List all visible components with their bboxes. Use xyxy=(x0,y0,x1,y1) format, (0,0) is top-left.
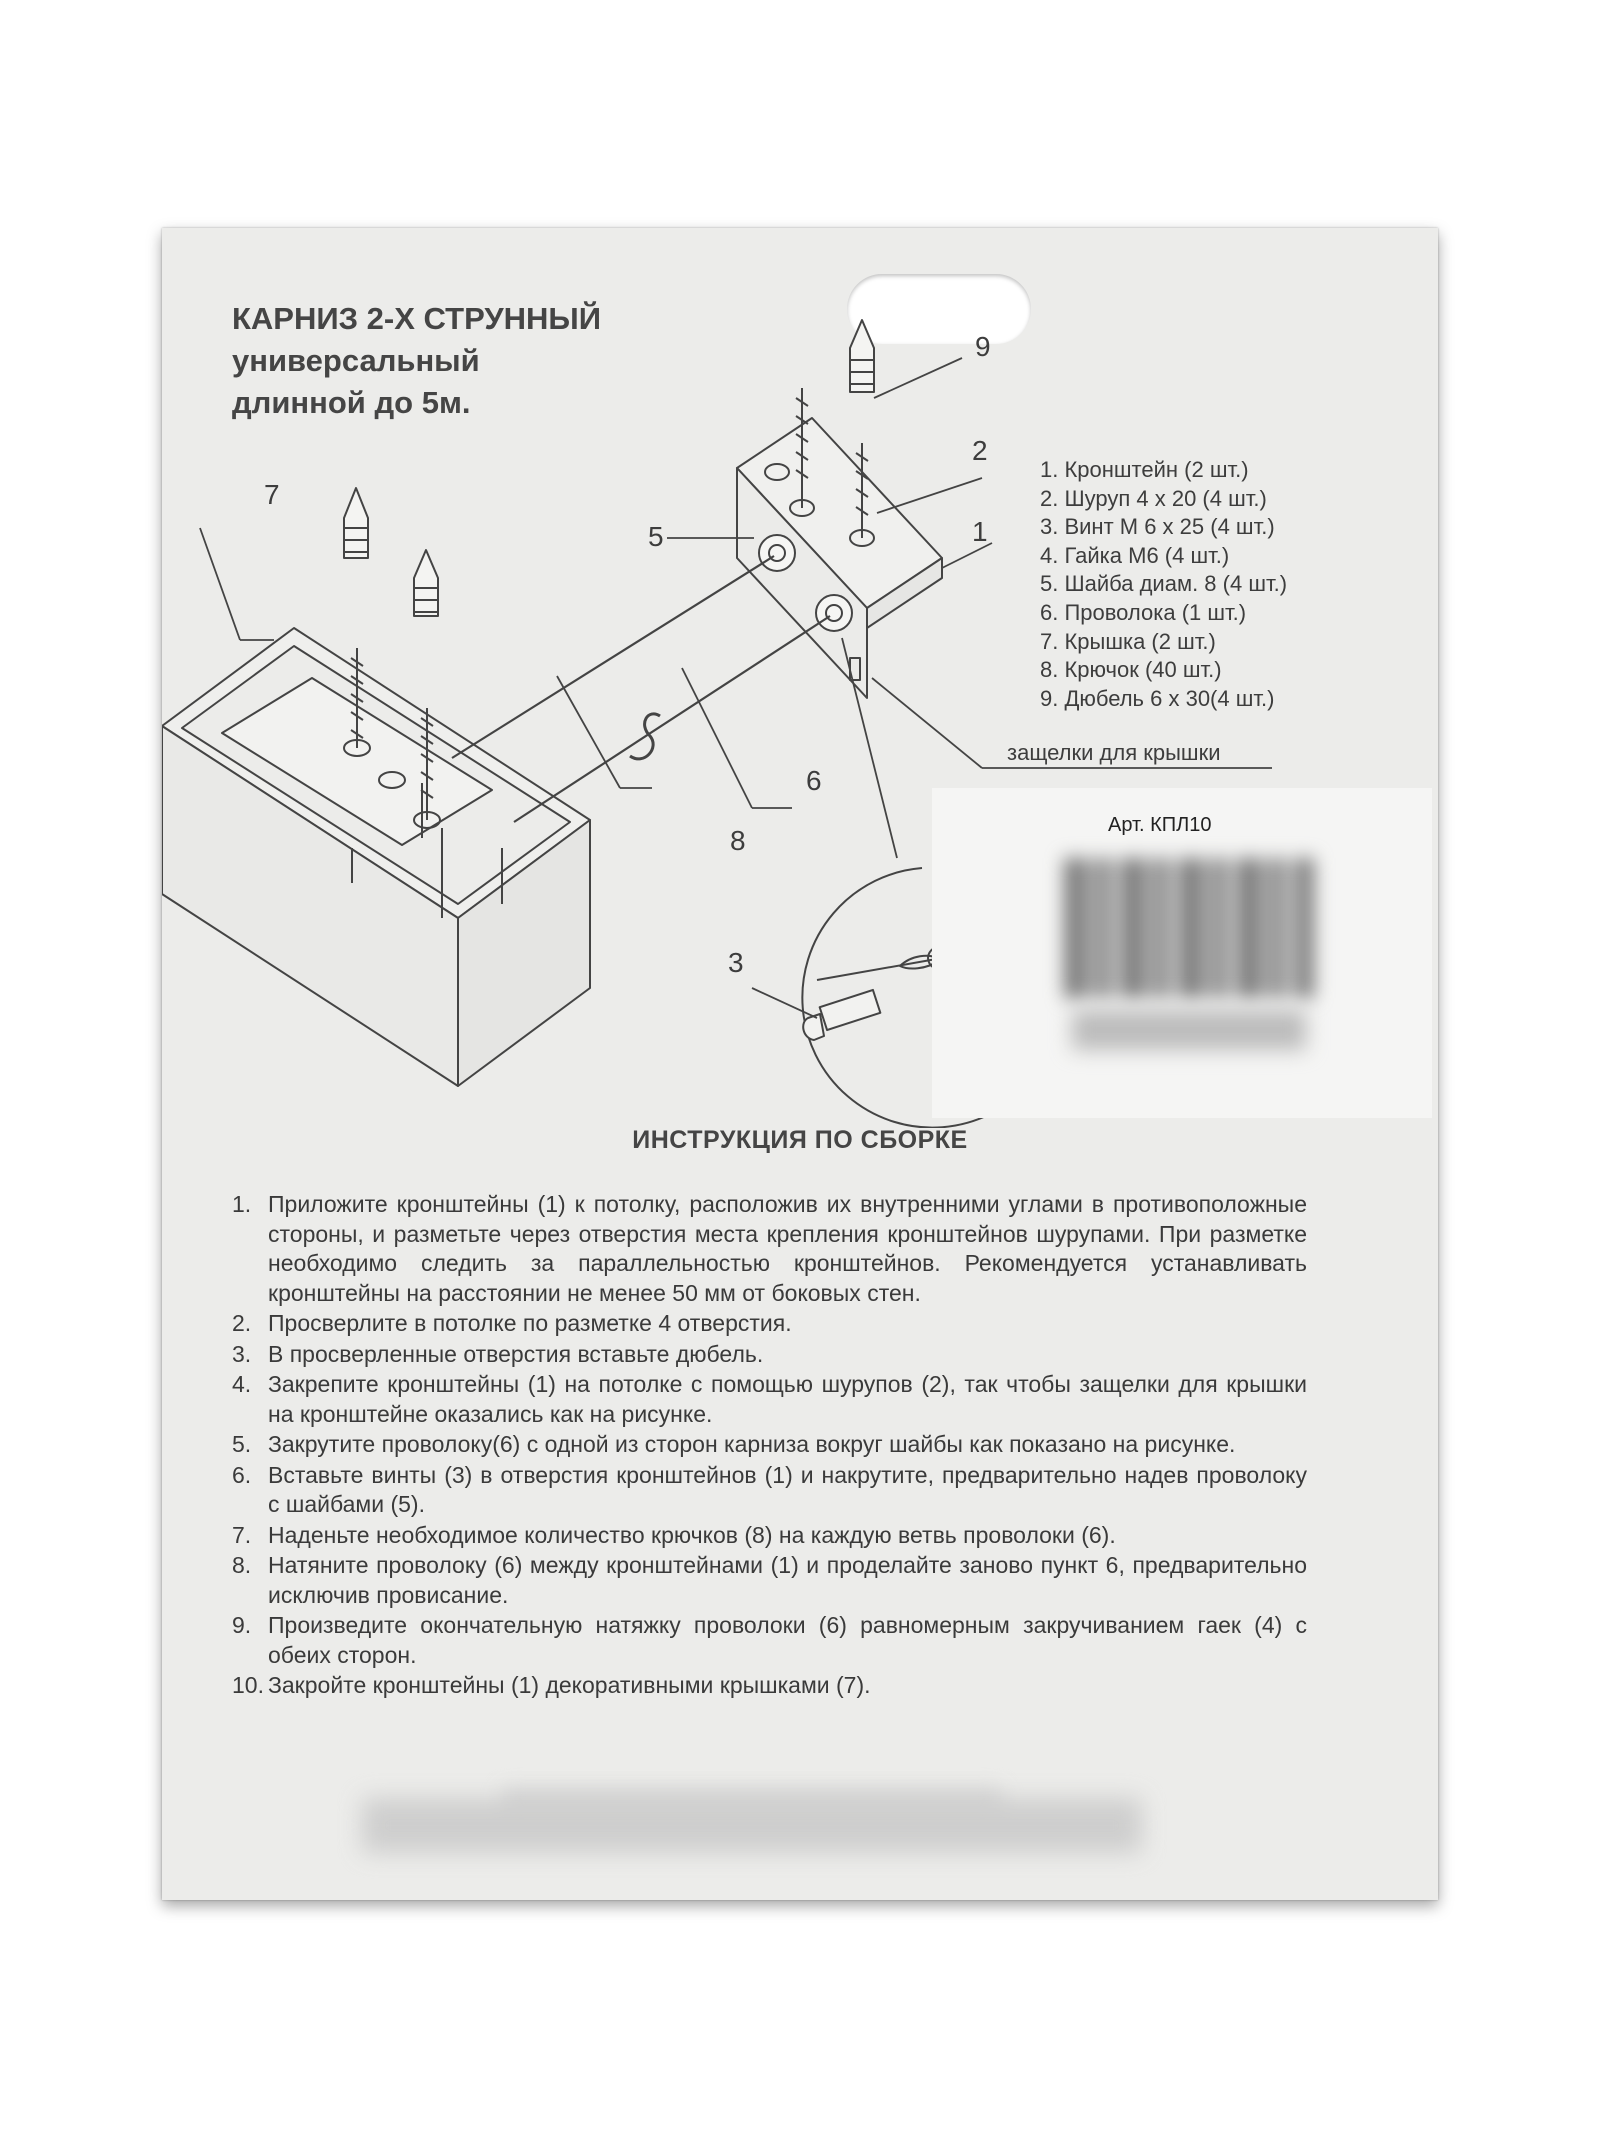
barcode-digits-blurred xyxy=(1072,1010,1306,1050)
article-number: Арт. КПЛ10 xyxy=(1108,814,1212,836)
part-item: 6. Проволока (1 шт.) xyxy=(1040,599,1247,625)
title-line-1: КАРНИЗ 2-Х СТРУННЫЙ xyxy=(232,301,602,336)
part-item: 5. Шайба диам. 8 (4 шт.) xyxy=(1040,571,1288,597)
callout-2: 2 xyxy=(972,435,988,466)
step-text: Закрутите проволоку(6) с одной из сторон карниза вокруг шайбы как показано на рисунке. xyxy=(268,1431,1236,1457)
parts-list xyxy=(1040,456,1287,713)
cover-dowels-drawing xyxy=(344,488,438,616)
cover-box-drawing xyxy=(162,628,590,1086)
step-text: Закройте кронштейны (1) декоративными крышками (7). xyxy=(268,1672,871,1698)
callout-5: 5 xyxy=(648,521,664,552)
instruction-step xyxy=(232,1671,1307,1701)
title-line-3: длинной до 5м. xyxy=(232,385,471,420)
step-number: 6. xyxy=(232,1461,252,1488)
dowel-drawing xyxy=(850,320,874,392)
part-item: 7. Крышка (2 шт.) xyxy=(1040,628,1216,654)
callout-6: 6 xyxy=(806,765,822,796)
instruction-step xyxy=(232,1521,1307,1551)
step-number: 4. xyxy=(232,1371,252,1397)
article-sticker xyxy=(932,788,1432,1118)
step-number: 1. xyxy=(232,1191,252,1217)
step-number: 3. xyxy=(232,1340,252,1367)
step-text: Просверлите в потолке по разметке 4 отверстия. xyxy=(268,1310,792,1336)
step-number: 10. xyxy=(232,1672,264,1698)
callout-9: 9 xyxy=(975,331,991,362)
part-item: 3. Винт М 6 х 25 (4 шт.) xyxy=(1040,514,1275,540)
part-item: 9. Дюбель 6 х 30(4 шт.) xyxy=(1040,685,1275,711)
step-text: Вставьте винты (3) в отверстия кронштейнов (1) и накрутите, предварительно надев проволоку с шайбами (5). xyxy=(268,1461,1307,1517)
barcode-blurred xyxy=(1064,858,1314,998)
instruction-step xyxy=(232,1370,1307,1429)
latch-label: защелки для крышки xyxy=(1007,740,1221,765)
part-item: 1. Кронштейн (2 шт.) xyxy=(1040,457,1249,482)
step-number: 8. xyxy=(232,1552,252,1578)
step-number: 7. xyxy=(232,1521,252,1548)
step-text: Приложите кронштейны (1) к потолку, расположив их внутренними углами в противоположные стороны, и разметьте через отверстия места крепления кронштейнов шурупами. При разметке необходимо следить за параллельностью кронштейнов. Рекомендуется устанавливать кронштейны на расстоянии не менее 50 мм от боковых стен. xyxy=(268,1191,1307,1306)
step-number: 5. xyxy=(232,1431,252,1457)
instruction-step xyxy=(232,1190,1307,1308)
part-item: 8. Крючок (40 шт.) xyxy=(1040,657,1222,683)
part-item: 2. Шуруп 4 х 20 (4 шт.) xyxy=(1040,485,1267,511)
footer-text-blurred xyxy=(362,1798,1142,1853)
title-line-2: универсальный xyxy=(232,343,480,378)
callout-1: 1 xyxy=(972,516,988,547)
callout-7: 7 xyxy=(264,479,280,510)
instruction-step xyxy=(232,1340,1307,1370)
instruction-card xyxy=(162,228,1438,1900)
instruction-step xyxy=(232,1309,1307,1339)
part-item: 4. Гайка М6 (4 шт.) xyxy=(1040,542,1230,568)
instructions-list xyxy=(232,1190,1307,1702)
instruction-step xyxy=(232,1611,1307,1670)
instruction-step xyxy=(232,1461,1307,1520)
step-text: В просверленные отверстия вставьте дюбель. xyxy=(268,1340,764,1367)
callout-8: 8 xyxy=(730,825,746,856)
instruction-step xyxy=(232,1551,1307,1610)
step-number: 9. xyxy=(232,1612,252,1638)
step-text: Наденьте необходимое количество крючков (8) на каждую ветвь проволоки (6). xyxy=(268,1521,1116,1548)
step-text: Произведите окончательную натяжку проволоки (6) равномерным закручиванием гаек (4) с обеих сторон. xyxy=(268,1612,1307,1668)
instructions-title: ИНСТРУКЦИЯ ПО СБОРКЕ xyxy=(632,1126,968,1154)
instruction-step xyxy=(232,1430,1307,1460)
callout-3: 3 xyxy=(728,947,744,978)
step-text: Закрепите кронштейны (1) на потолке с помощью шурупов (2), так чтобы защелки для крышки на кронштейне оказались как на рисунке. xyxy=(268,1371,1307,1427)
step-number: 2. xyxy=(232,1310,252,1336)
step-text: Натяните проволоку (6) между кронштейнами (1) и проделайте заново пункт 6, предварительно исключив провисание. xyxy=(268,1552,1307,1608)
